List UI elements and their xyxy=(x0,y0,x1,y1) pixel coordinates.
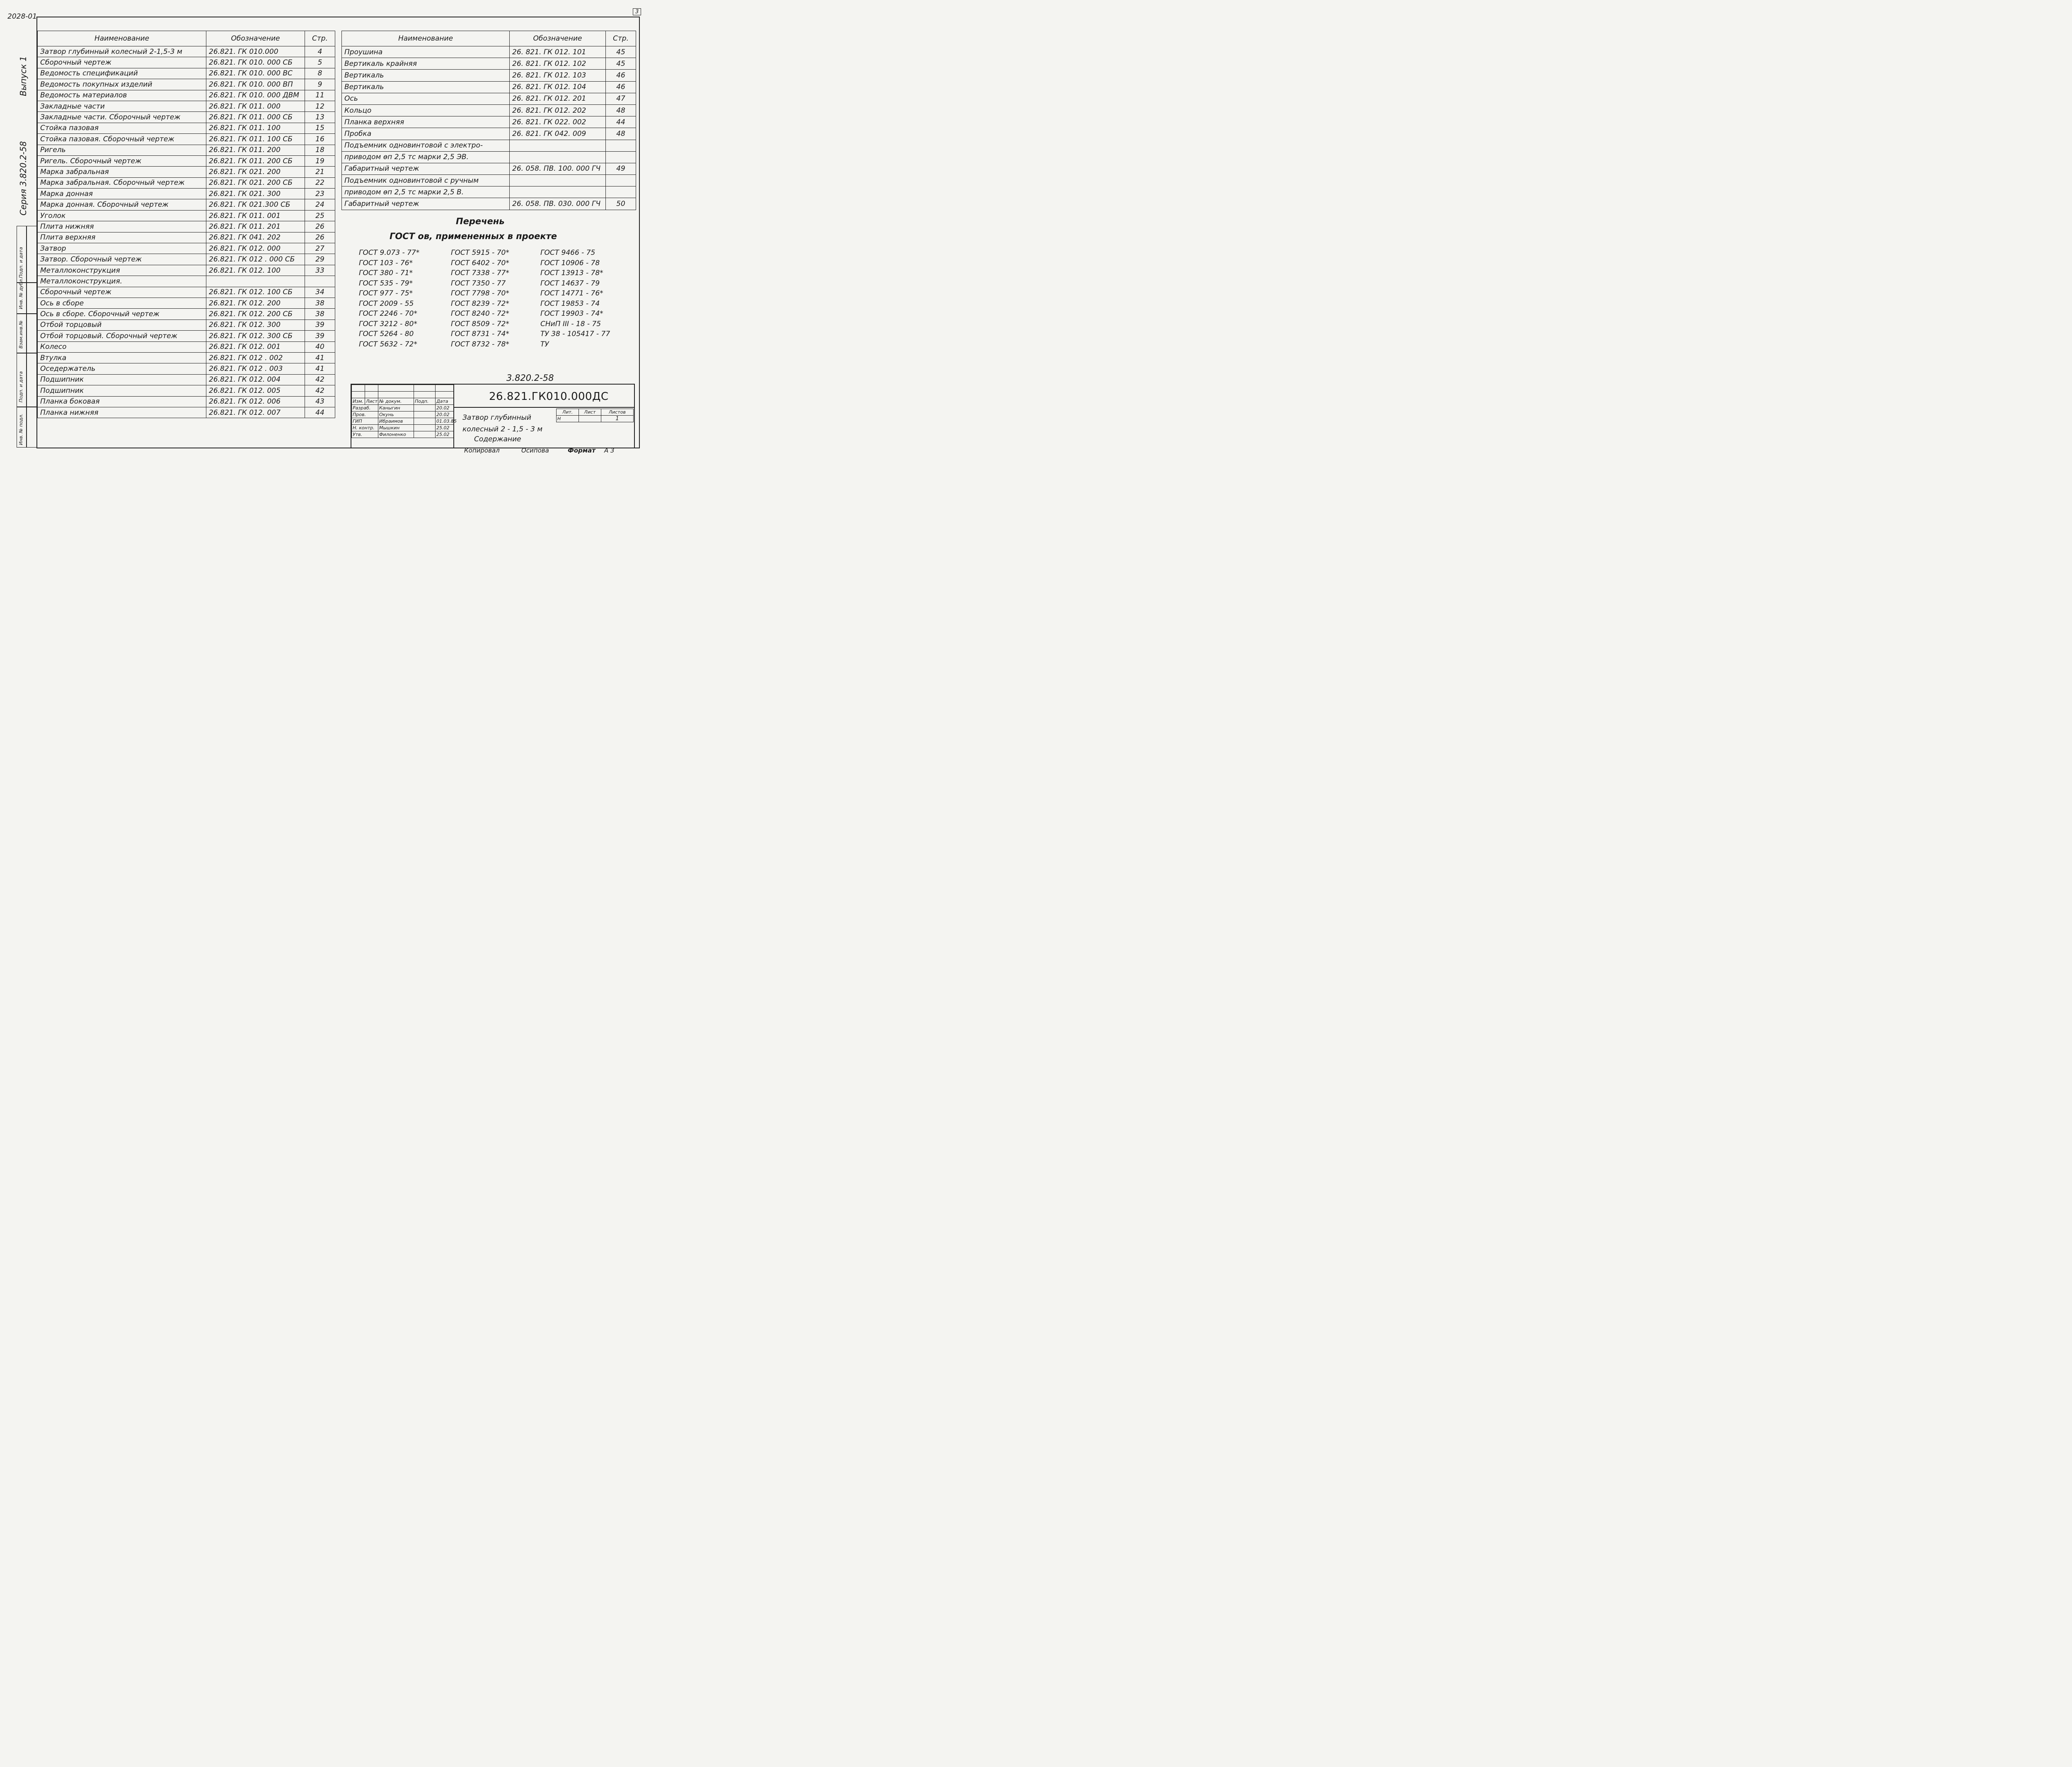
row-name: Подъемник одновинтовой с ручным xyxy=(342,175,510,186)
gost-item: ГОСТ 8239 - 72* xyxy=(451,299,509,308)
title-block xyxy=(351,384,635,448)
table-row xyxy=(38,112,335,123)
row-name: Ведомость материалов xyxy=(38,90,206,101)
signer-date: 20.02 xyxy=(436,405,454,411)
doc-title-2: колесный 2 - 1,5 - 3 м xyxy=(462,425,543,433)
head-doc: № докум. xyxy=(378,398,414,405)
table-row xyxy=(38,145,335,155)
row-code: 26.821. ГК 011. 000 СБ xyxy=(206,112,305,123)
table-row xyxy=(38,331,335,341)
row-name: Сборочный чертеж xyxy=(38,287,206,298)
row-name: Вертикаль xyxy=(342,70,510,81)
row-page: 9 xyxy=(305,79,335,90)
row-code: 26.821. ГК 010. 000 ДВМ xyxy=(206,90,305,101)
table-row xyxy=(38,123,335,133)
row-code: 26.821. ГК 012. 200 xyxy=(206,298,305,308)
row-page: 43 xyxy=(305,396,335,407)
gost-item: ГОСТ 535 - 79* xyxy=(359,279,413,288)
row-code: 26.821. ГК 012 . 000 СБ xyxy=(206,254,305,265)
side-stamp-strip xyxy=(17,226,37,448)
row-page: 50 xyxy=(606,198,636,210)
table-row xyxy=(342,70,636,81)
signature-grid xyxy=(351,385,457,438)
table-row xyxy=(342,151,636,163)
signer-signature xyxy=(414,425,436,431)
signer-signature xyxy=(414,418,436,425)
sheet-value xyxy=(579,416,601,422)
row-page: 13 xyxy=(305,112,335,123)
row-page: 29 xyxy=(305,254,335,265)
row-name: Габаритный чертеж xyxy=(342,163,510,174)
gost-title-line1: Перечень xyxy=(456,216,505,226)
row-page xyxy=(606,175,636,186)
signer-date: 01.03.85 xyxy=(436,418,454,425)
table-row xyxy=(38,199,335,210)
row-page: 21 xyxy=(305,167,335,177)
row-page: 8 xyxy=(305,68,335,79)
table-row xyxy=(38,134,335,145)
row-code: 26. 821. ГК 012. 202 xyxy=(510,104,606,116)
gost-item: ГОСТ 9466 - 75 xyxy=(540,249,595,257)
lit-label: Лит. xyxy=(557,409,579,416)
gost-item: ГОСТ 2246 - 70* xyxy=(359,310,417,318)
sheet-label: Лист xyxy=(579,409,601,416)
row-name: Подшипник xyxy=(38,374,206,385)
row-name: Затвор. Сборочный чертеж xyxy=(38,254,206,265)
gost-item: ГОСТ 13913 - 78* xyxy=(540,269,603,277)
row-name: Закладные части. Сборочный чертеж xyxy=(38,112,206,123)
signer-signature xyxy=(414,411,436,418)
gost-item: ГОСТ 19903 - 74* xyxy=(540,310,603,318)
side-stamp-4: Подп. и дата xyxy=(18,247,24,278)
row-code: 26. 821. ГК 012. 102 xyxy=(510,58,606,70)
row-name: Марка забральная xyxy=(38,167,206,177)
row-page: 46 xyxy=(606,81,636,93)
gost-item: ГОСТ 7798 - 70* xyxy=(451,289,509,298)
gost-item: ГОСТ 6402 - 70* xyxy=(451,259,509,267)
row-name: Плита верхняя xyxy=(38,232,206,243)
row-code: 26.821. ГК 012. 005 xyxy=(206,385,305,396)
row-page: 33 xyxy=(305,265,335,276)
row-code: 26.821. ГК 011. 000 xyxy=(206,101,305,111)
signer-row xyxy=(352,405,454,411)
right-contents-table xyxy=(341,31,636,210)
table-row xyxy=(342,116,636,128)
row-page: 40 xyxy=(305,341,335,352)
row-page: 26 xyxy=(305,232,335,243)
table-row xyxy=(342,128,636,140)
row-name: Кольцо xyxy=(342,104,510,116)
gost-column-3 xyxy=(540,248,610,349)
row-name: Проушина xyxy=(342,46,510,58)
table-row xyxy=(342,175,636,186)
row-code: 26. 058. ПВ. 100. 000 ГЧ xyxy=(510,163,606,174)
row-page: 45 xyxy=(606,46,636,58)
row-name: Ведомость спецификаций xyxy=(38,68,206,79)
row-code xyxy=(510,175,606,186)
table-row xyxy=(38,341,335,352)
row-name: Подшипник xyxy=(38,385,206,396)
head-sign: Подп. xyxy=(414,398,436,405)
row-name: Отбой торцовый xyxy=(38,320,206,330)
row-name: приводом ѳп 2,5 тс марки 2,5 В. xyxy=(342,186,510,198)
row-code: 26.821. ГК 010.000 xyxy=(206,46,305,57)
table-row xyxy=(38,177,335,188)
row-page: 45 xyxy=(606,58,636,70)
row-code: 26.821. ГК 012. 300 xyxy=(206,320,305,330)
row-page: 27 xyxy=(305,243,335,254)
table-row xyxy=(38,352,335,363)
row-name: Ось в сборе. Сборочный чертеж xyxy=(38,309,206,320)
row-page: 34 xyxy=(305,287,335,298)
table-row xyxy=(342,163,636,174)
signer-row xyxy=(352,425,454,431)
row-code: 26.821. ГК 021. 300 xyxy=(206,189,305,199)
table-row xyxy=(38,46,335,57)
row-name: Колесо xyxy=(38,341,206,352)
gost-item: ГОСТ 8509 - 72* xyxy=(451,320,509,328)
row-code: 26.821. ГК 012 . 002 xyxy=(206,352,305,363)
gost-item: ТУ xyxy=(540,340,549,349)
row-name: Затвор глубинный колесный 2-1,5-3 м xyxy=(38,46,206,57)
gost-item: ГОСТ 19853 - 74 xyxy=(540,299,600,308)
signer-role: Н. контр. xyxy=(352,425,378,431)
row-code: 26.821. ГК 012. 006 xyxy=(206,396,305,407)
row-name: Марка забральная. Сборочный чертеж xyxy=(38,177,206,188)
signer-row xyxy=(352,411,454,418)
signer-row xyxy=(352,418,454,425)
row-page: 47 xyxy=(606,93,636,104)
table-row xyxy=(342,81,636,93)
sheet-info-grid xyxy=(556,409,634,422)
table-row xyxy=(38,232,335,243)
row-page: 48 xyxy=(606,128,636,140)
row-page: 41 xyxy=(305,363,335,374)
header-page: Стр. xyxy=(305,31,335,46)
head-izm: Изм. xyxy=(352,398,365,405)
gost-item: ГОСТ 8732 - 78* xyxy=(451,340,509,349)
row-code: 26.821. ГК 041. 202 xyxy=(206,232,305,243)
row-name: Затвор xyxy=(38,243,206,254)
table-row xyxy=(38,221,335,232)
table-row xyxy=(342,140,636,151)
row-code: 26.821. ГК 010. 000 ВП xyxy=(206,79,305,90)
row-code: 26.821. ГК 012. 100 xyxy=(206,265,305,276)
row-page: 38 xyxy=(305,309,335,320)
row-page: 46 xyxy=(606,70,636,81)
table-row xyxy=(38,396,335,407)
signer-name: Окунь xyxy=(378,411,414,418)
row-code xyxy=(510,186,606,198)
row-code: 26. 821. ГК 012. 103 xyxy=(510,70,606,81)
row-name: Плита нижняя xyxy=(38,221,206,232)
signer-signature xyxy=(414,431,436,438)
row-page: 25 xyxy=(305,210,335,221)
row-page: 26 xyxy=(305,221,335,232)
corner-code: 2028-01 xyxy=(7,12,37,21)
gost-item: ГОСТ 14771 - 76* xyxy=(540,289,603,298)
copied-label: Копировал xyxy=(464,447,500,454)
row-name: Втулка xyxy=(38,352,206,363)
row-code: 26.821. ГК 021.300 СБ xyxy=(206,199,305,210)
head-date: Дата xyxy=(436,398,454,405)
signer-name: Филоненко xyxy=(378,431,414,438)
row-page: 11 xyxy=(305,90,335,101)
row-code: 26.821. ГК 010. 000 СБ xyxy=(206,57,305,68)
gost-item: ГОСТ 9.073 - 77* xyxy=(359,249,420,257)
table-row xyxy=(342,93,636,104)
row-code xyxy=(510,140,606,151)
table-row xyxy=(38,210,335,221)
table-row xyxy=(38,320,335,330)
row-name: Закладные части xyxy=(38,101,206,111)
row-name: Стойка пазовая xyxy=(38,123,206,133)
row-code: 26.821. ГК 011. 201 xyxy=(206,221,305,232)
gost-item: ГОСТ 8240 - 72* xyxy=(451,310,509,318)
row-code: 26. 821. ГК 022. 002 xyxy=(510,116,606,128)
row-code: 26.821. ГК 011. 200 xyxy=(206,145,305,155)
row-name: Планка нижняя xyxy=(38,407,206,418)
row-name: Металлоконструкция xyxy=(38,265,206,276)
row-code xyxy=(510,151,606,163)
table-row xyxy=(342,58,636,70)
row-page: 5 xyxy=(305,57,335,68)
gost-item: СНиП III - 18 - 75 xyxy=(540,320,601,328)
row-code: 26.821. ГК 011. 100 СБ xyxy=(206,134,305,145)
row-name: Подъемник одновинтовой с электро- xyxy=(342,140,510,151)
signer-date: 20.02 xyxy=(436,411,454,418)
row-code: 26. 821. ГК 012. 101 xyxy=(510,46,606,58)
gost-item: ГОСТ 14637 - 79 xyxy=(540,279,600,288)
table-header-row xyxy=(38,31,335,46)
header-name: Наименование xyxy=(38,31,206,46)
row-code: 26. 821. ГК 042. 009 xyxy=(510,128,606,140)
gost-item: ГОСТ 8731 - 74* xyxy=(451,330,509,338)
signer-role: Пров. xyxy=(352,411,378,418)
header-name: Наименование xyxy=(342,31,510,46)
sheets-label: Листов xyxy=(601,409,634,416)
table-row xyxy=(38,385,335,396)
row-page: 19 xyxy=(305,155,335,166)
row-page: 15 xyxy=(305,123,335,133)
row-page xyxy=(305,276,335,287)
table-row xyxy=(38,363,335,374)
table-row xyxy=(38,101,335,111)
table-row xyxy=(342,46,636,58)
row-code: 26.821. ГК 012. 100 СБ xyxy=(206,287,305,298)
row-page: 18 xyxy=(305,145,335,155)
gost-item: ГОСТ 3212 - 80* xyxy=(359,320,417,328)
table-header-row xyxy=(342,31,636,46)
table-row xyxy=(38,298,335,308)
row-page xyxy=(606,151,636,163)
side-stamp-2: Взам.инв.№ xyxy=(18,320,24,349)
doc-title-3: Содержание xyxy=(474,435,521,443)
row-code xyxy=(206,276,305,287)
row-code: 26.821. ГК 012. 007 xyxy=(206,407,305,418)
row-code: 26.821. ГК 012. 000 xyxy=(206,243,305,254)
signer-name: Ибраимов xyxy=(378,418,414,425)
table-row xyxy=(38,155,335,166)
row-page xyxy=(606,140,636,151)
row-name: Вертикаль крайняя xyxy=(342,58,510,70)
gost-item: ГОСТ 380 - 71* xyxy=(359,269,413,277)
signer-row xyxy=(352,431,454,438)
table-row xyxy=(38,265,335,276)
sheets-value: 1 xyxy=(601,416,634,422)
signer-name: Каныгин xyxy=(378,405,414,411)
row-page: 49 xyxy=(606,163,636,174)
row-page: 38 xyxy=(305,298,335,308)
doc-title-1: Затвор глубинный xyxy=(462,414,531,422)
signer-role: Разраб. xyxy=(352,405,378,411)
table-row xyxy=(38,57,335,68)
gost-item: ГОСТ 5632 - 72* xyxy=(359,340,417,349)
signer-date: 25.02 xyxy=(436,431,454,438)
row-code: 26.821. ГК 011. 100 xyxy=(206,123,305,133)
row-name: Пробка xyxy=(342,128,510,140)
table-row xyxy=(38,79,335,90)
row-code: 26.821. ГК 012. 004 xyxy=(206,374,305,385)
table-row xyxy=(38,243,335,254)
row-name: Оседержатель xyxy=(38,363,206,374)
gost-item: ТУ 38 - 105417 - 77 xyxy=(540,330,610,338)
gost-column-2 xyxy=(451,248,509,349)
row-page: 24 xyxy=(305,199,335,210)
row-page: 12 xyxy=(305,101,335,111)
row-page: 41 xyxy=(305,352,335,363)
row-page xyxy=(606,186,636,198)
gost-column-1 xyxy=(359,248,419,349)
gost-title-line2: ГОСТ ов, примененных в проекте xyxy=(390,231,557,241)
row-page: 42 xyxy=(305,385,335,396)
side-stamp-0: Инв. № подл. xyxy=(18,414,24,445)
sheet-number: 3 xyxy=(633,8,641,15)
row-name: Ось в сборе xyxy=(38,298,206,308)
gost-item: ГОСТ 103 - 76* xyxy=(359,259,413,267)
row-code: 26.821. ГК 011. 001 xyxy=(206,210,305,221)
row-page: 48 xyxy=(606,104,636,116)
row-name: Отбой торцовый. Сборочный чертеж xyxy=(38,331,206,341)
row-name: Ригель xyxy=(38,145,206,155)
side-series: Серия 3.820.2-58 xyxy=(18,141,28,215)
row-name: Уголок xyxy=(38,210,206,221)
signer-role: Утв. xyxy=(352,431,378,438)
side-stamp-3: Инв. № дубл. xyxy=(18,278,24,309)
row-code: 26.821. ГК 012. 200 СБ xyxy=(206,309,305,320)
signer-date: 25.02 xyxy=(436,425,454,431)
table-row xyxy=(38,374,335,385)
signer-signature xyxy=(414,405,436,411)
row-code: 26. 821. ГК 012. 104 xyxy=(510,81,606,93)
signer-role: ГИП xyxy=(352,418,378,425)
row-page: 4 xyxy=(305,46,335,57)
row-code: 26. 821. ГК 012. 201 xyxy=(510,93,606,104)
table-row xyxy=(38,90,335,101)
row-page: 39 xyxy=(305,331,335,341)
row-code: 26.821. ГК 012 . 003 xyxy=(206,363,305,374)
row-code: 26. 058. ПВ. 030. 000 ГЧ xyxy=(510,198,606,210)
row-name: приводом ѳп 2,5 тс марки 2,5 ЭВ. xyxy=(342,151,510,163)
row-name: Ведомость покупных изделий xyxy=(38,79,206,90)
copied-name: Осипова xyxy=(521,447,549,454)
document-code: 26.821.ГК010.000ДС xyxy=(489,390,609,403)
lit-value: Н xyxy=(557,416,579,422)
row-name: Металлоконструкция. xyxy=(38,276,206,287)
table-row xyxy=(342,186,636,198)
row-page: 44 xyxy=(606,116,636,128)
gost-item: ГОСТ 5915 - 70* xyxy=(451,249,509,257)
table-row xyxy=(38,287,335,298)
row-name: Вертикаль xyxy=(342,81,510,93)
row-name: Габаритный чертеж xyxy=(342,198,510,210)
format-label: Формат xyxy=(568,447,595,454)
table-row xyxy=(342,104,636,116)
row-page: 42 xyxy=(305,374,335,385)
gost-item: ГОСТ 2009 - 55 xyxy=(359,299,414,308)
row-page: 16 xyxy=(305,134,335,145)
row-page: 22 xyxy=(305,177,335,188)
stamp-head-row xyxy=(352,398,454,405)
table-row xyxy=(38,407,335,418)
header-page: Стр. xyxy=(606,31,636,46)
gost-item: ГОСТ 7350 - 77 xyxy=(451,279,506,288)
series-reference: 3.820.2-58 xyxy=(506,373,554,383)
signer-name: Мышкин xyxy=(378,425,414,431)
row-code: 26.821. ГК 011. 200 СБ xyxy=(206,155,305,166)
table-row xyxy=(38,276,335,287)
row-code: 26.821. ГК 021. 200 xyxy=(206,167,305,177)
table-row xyxy=(342,198,636,210)
row-name: Стойка пазовая. Сборочный чертеж xyxy=(38,134,206,145)
row-code: 26.821. ГК 010. 000 ВС xyxy=(206,68,305,79)
row-name: Марка донная xyxy=(38,189,206,199)
row-code: 26.821. ГК 012. 001 xyxy=(206,341,305,352)
left-contents-table xyxy=(37,31,335,418)
row-name: Планка верхняя xyxy=(342,116,510,128)
row-name: Ось xyxy=(342,93,510,104)
row-name: Сборочный чертеж xyxy=(38,57,206,68)
row-name: Ригель. Сборочный чертеж xyxy=(38,155,206,166)
row-page: 23 xyxy=(305,189,335,199)
row-name: Марка донная. Сборочный чертеж xyxy=(38,199,206,210)
row-code: 26.821. ГК 012. 300 СБ xyxy=(206,331,305,341)
gost-item: ГОСТ 7338 - 77* xyxy=(451,269,509,277)
row-code: 26.821. ГК 021. 200 СБ xyxy=(206,177,305,188)
side-issue: Выпуск 1 xyxy=(18,56,28,96)
gost-item: ГОСТ 5264 - 80 xyxy=(359,330,414,338)
side-stamp-1: Подп. и дата xyxy=(18,371,24,402)
table-row xyxy=(38,254,335,265)
table-row xyxy=(38,167,335,177)
table-row xyxy=(38,309,335,320)
row-name: Планка боковая xyxy=(38,396,206,407)
gost-item: ГОСТ 977 - 75* xyxy=(359,289,413,298)
head-list: Лист xyxy=(365,398,378,405)
table-row xyxy=(38,68,335,79)
format-value: А 3 xyxy=(604,447,615,454)
gost-item: ГОСТ 10906 - 78 xyxy=(540,259,600,267)
table-row xyxy=(38,189,335,199)
header-code: Обозначение xyxy=(206,31,305,46)
header-code: Обозначение xyxy=(510,31,606,46)
row-page: 39 xyxy=(305,320,335,330)
row-page: 44 xyxy=(305,407,335,418)
